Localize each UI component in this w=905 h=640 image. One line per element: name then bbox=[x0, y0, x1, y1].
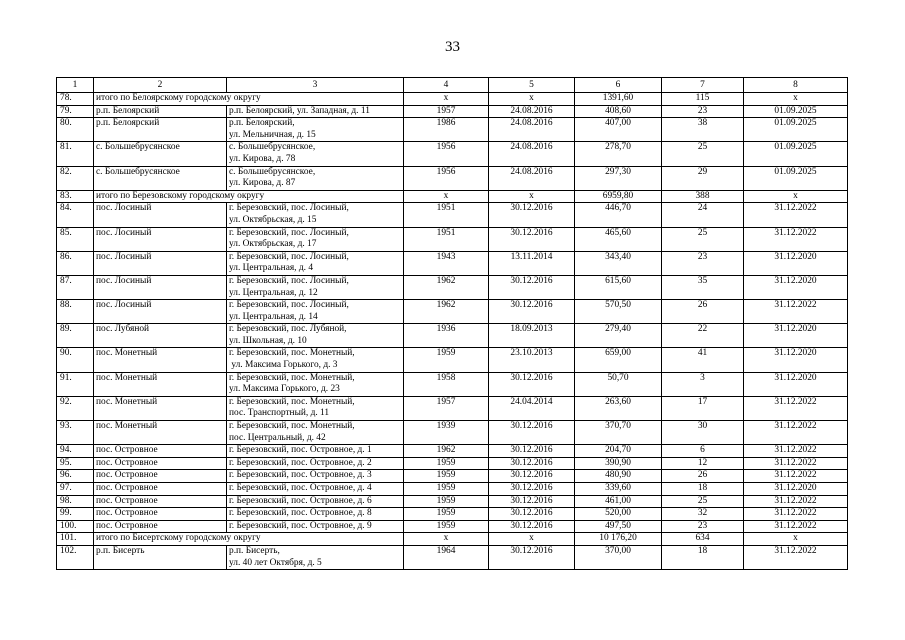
date-cell: 13.11.2014 bbox=[489, 251, 575, 275]
settlement-cell: р.п. Бисерть bbox=[94, 545, 227, 569]
year-built-cell: 1956 bbox=[404, 166, 489, 190]
row-number: 99. bbox=[57, 508, 94, 521]
deadline-cell: х bbox=[744, 533, 848, 546]
address-cell bbox=[227, 142, 404, 166]
address-cell bbox=[227, 470, 404, 483]
residents-cell: 17 bbox=[662, 396, 744, 420]
address-line-1: р.п. Белоярский, bbox=[229, 118, 295, 129]
year-built-cell: 1962 bbox=[404, 445, 489, 458]
address-line-1: г. Березовский, пос. Островное, д. 8 bbox=[229, 508, 372, 519]
residents-cell: 32 bbox=[662, 508, 744, 521]
address-cell bbox=[227, 203, 404, 227]
area-cell: 370,70 bbox=[575, 421, 662, 445]
residents-cell: 24 bbox=[662, 203, 744, 227]
year-built-cell: 1964 bbox=[404, 545, 489, 569]
date-cell: 30.12.2016 bbox=[489, 421, 575, 445]
table-row bbox=[57, 457, 848, 470]
address-cell bbox=[227, 348, 404, 372]
year-built-cell: х bbox=[404, 93, 489, 106]
deadline-cell: 31.12.2022 bbox=[744, 495, 848, 508]
deadline-cell: 31.12.2022 bbox=[744, 203, 848, 227]
date-cell: 30.12.2016 bbox=[489, 275, 575, 299]
area-cell: 339,60 bbox=[575, 483, 662, 496]
address-line-1: г. Березовский, пос. Лосиный, bbox=[229, 300, 349, 311]
column-header: 6 bbox=[575, 78, 662, 93]
address-line-1: г. Березовский, пос. Островное, д. 2 bbox=[229, 457, 372, 468]
area-cell: 279,40 bbox=[575, 324, 662, 348]
settlement-cell: с. Большебрусянское bbox=[94, 166, 227, 190]
deadline-cell: 31.12.2022 bbox=[744, 445, 848, 458]
area-cell: 390,90 bbox=[575, 457, 662, 470]
area-cell: 570,50 bbox=[575, 300, 662, 324]
date-cell: 24.08.2016 bbox=[489, 142, 575, 166]
housing-register-table bbox=[56, 77, 848, 570]
settlement-cell: пос. Островное bbox=[94, 495, 227, 508]
address-cell bbox=[227, 372, 404, 396]
row-number: 93. bbox=[57, 421, 94, 445]
address-cell bbox=[227, 251, 404, 275]
date-cell: 30.12.2016 bbox=[489, 520, 575, 533]
address-line-1: г. Березовский, пос. Островное, д. 6 bbox=[229, 495, 372, 506]
residents-cell: 23 bbox=[662, 251, 744, 275]
settlement-cell: пос. Островное bbox=[94, 508, 227, 521]
deadline-cell: 31.12.2022 bbox=[744, 470, 848, 483]
column-header: 3 bbox=[227, 78, 404, 93]
address-cell bbox=[227, 396, 404, 420]
row-number: 84. bbox=[57, 203, 94, 227]
date-cell: 30.12.2016 bbox=[489, 372, 575, 396]
area-cell: 465,60 bbox=[575, 227, 662, 251]
settlement-cell: пос. Монетный bbox=[94, 421, 227, 445]
column-header: 2 bbox=[94, 78, 227, 93]
date-cell: 30.12.2016 bbox=[489, 470, 575, 483]
settlement-cell: пос. Лосиный bbox=[94, 203, 227, 227]
residents-cell: 25 bbox=[662, 142, 744, 166]
date-cell: 24.04.2014 bbox=[489, 396, 575, 420]
subtotal-label: итого по Бисертскому городскому округу bbox=[94, 533, 404, 546]
table-row bbox=[57, 545, 848, 569]
address-line-1: с. Большебрусянское, bbox=[229, 166, 316, 177]
year-built-cell: 1962 bbox=[404, 300, 489, 324]
address-cell bbox=[227, 324, 404, 348]
address-cell bbox=[227, 445, 404, 458]
residents-cell: 41 bbox=[662, 348, 744, 372]
year-built-cell: 1936 bbox=[404, 324, 489, 348]
residents-cell: 18 bbox=[662, 483, 744, 496]
deadline-cell: х bbox=[744, 93, 848, 106]
address-cell bbox=[227, 227, 404, 251]
area-cell: 446,70 bbox=[575, 203, 662, 227]
row-number: 89. bbox=[57, 324, 94, 348]
deadline-cell: 31.12.2020 bbox=[744, 251, 848, 275]
column-header: 1 bbox=[57, 78, 94, 93]
table-row bbox=[57, 508, 848, 521]
area-cell: 278,70 bbox=[575, 142, 662, 166]
deadline-cell: 31.12.2020 bbox=[744, 275, 848, 299]
address-line-2: пос. Центральный, д. 42 bbox=[229, 432, 326, 443]
year-built-cell: 1958 bbox=[404, 372, 489, 396]
settlement-cell: пос. Лосиный bbox=[94, 251, 227, 275]
address-line-1: г. Березовский, пос. Монетный, bbox=[229, 348, 355, 359]
year-built-cell: 1943 bbox=[404, 251, 489, 275]
date-cell: 30.12.2016 bbox=[489, 203, 575, 227]
address-line-2: ул. Максима Горького, д. 23 bbox=[229, 384, 340, 395]
deadline-cell: 31.12.2020 bbox=[744, 483, 848, 496]
deadline-cell: 01.09.2025 bbox=[744, 166, 848, 190]
residents-cell: 388 bbox=[662, 190, 744, 203]
settlement-cell: пос. Монетный bbox=[94, 396, 227, 420]
date-cell: 30.12.2016 bbox=[489, 300, 575, 324]
area-cell: 520,00 bbox=[575, 508, 662, 521]
settlement-cell: с. Большебрусянское bbox=[94, 142, 227, 166]
settlement-cell: пос. Монетный bbox=[94, 372, 227, 396]
residents-cell: 30 bbox=[662, 421, 744, 445]
date-cell: 30.12.2016 bbox=[489, 545, 575, 569]
residents-cell: 3 bbox=[662, 372, 744, 396]
address-line-1: г. Березовский, пос. Монетный, bbox=[229, 396, 355, 407]
date-cell: 30.12.2016 bbox=[489, 483, 575, 496]
table-row bbox=[57, 348, 848, 372]
address-line-1: с. Большебрусянское, bbox=[229, 142, 316, 153]
settlement-cell: пос. Лосиный bbox=[94, 300, 227, 324]
deadline-cell: 01.09.2025 bbox=[744, 142, 848, 166]
row-number: 94. bbox=[57, 445, 94, 458]
area-cell: 343,40 bbox=[575, 251, 662, 275]
row-number: 83. bbox=[57, 190, 94, 203]
table-row bbox=[57, 324, 848, 348]
residents-cell: 25 bbox=[662, 227, 744, 251]
date-cell: х bbox=[489, 93, 575, 106]
address-line-2: ул. Октябрьская, д. 17 bbox=[229, 239, 317, 250]
address-line-2: ул. Школьная, д. 10 bbox=[229, 335, 307, 346]
year-built-cell: 1951 bbox=[404, 227, 489, 251]
address-line-2: ул. Центральная, д. 12 bbox=[229, 287, 318, 298]
settlement-cell: пос. Островное bbox=[94, 457, 227, 470]
area-cell: 263,60 bbox=[575, 396, 662, 420]
residents-cell: 22 bbox=[662, 324, 744, 348]
row-number: 97. bbox=[57, 483, 94, 496]
row-number: 90. bbox=[57, 348, 94, 372]
year-built-cell: 1957 bbox=[404, 396, 489, 420]
settlement-cell: пос. Лосиный bbox=[94, 227, 227, 251]
date-cell: 30.12.2016 bbox=[489, 457, 575, 470]
settlement-cell: р.п. Белоярский bbox=[94, 105, 227, 118]
settlement-cell: пос. Островное bbox=[94, 483, 227, 496]
residents-cell: 23 bbox=[662, 105, 744, 118]
settlement-cell: р.п. Белоярский bbox=[94, 118, 227, 142]
address-line-1: р.п. Бисерть, bbox=[229, 545, 280, 556]
address-line-1: г. Березовский, пос. Островное, д. 1 bbox=[229, 445, 372, 456]
year-built-cell: 1962 bbox=[404, 275, 489, 299]
area-cell: 10 176,20 bbox=[575, 533, 662, 546]
year-built-cell: 1986 bbox=[404, 118, 489, 142]
deadline-cell: 31.12.2022 bbox=[744, 457, 848, 470]
address-line-2: ул. Мельничная, д. 15 bbox=[229, 129, 316, 140]
date-cell: 24.08.2016 bbox=[489, 105, 575, 118]
residents-cell: 6 bbox=[662, 445, 744, 458]
table-row bbox=[57, 483, 848, 496]
year-built-cell: 1959 bbox=[404, 520, 489, 533]
settlement-cell: пос. Монетный bbox=[94, 348, 227, 372]
address-cell bbox=[227, 483, 404, 496]
address-cell bbox=[227, 508, 404, 521]
table-row bbox=[57, 300, 848, 324]
address-line-1: г. Березовский, пос. Лосиный, bbox=[229, 251, 349, 262]
date-cell: 30.12.2016 bbox=[489, 227, 575, 251]
year-built-cell: 1957 bbox=[404, 105, 489, 118]
deadline-cell: 31.12.2022 bbox=[744, 396, 848, 420]
subtotal-row bbox=[57, 93, 848, 106]
address-line-1: р.п. Белоярский, ул. Западная, д. 11 bbox=[229, 105, 370, 116]
area-cell: 407,00 bbox=[575, 118, 662, 142]
address-line-1: г. Березовский, пос. Островное, д. 9 bbox=[229, 520, 372, 531]
subtotal-row bbox=[57, 533, 848, 546]
address-line-2: ул. Кирова, д. 78 bbox=[229, 153, 296, 164]
address-line-2: ул. Центральная, д. 4 bbox=[229, 263, 314, 274]
subtotal-label: итого по Березовскому городскому округу bbox=[94, 190, 404, 203]
table-row bbox=[57, 105, 848, 118]
table-row bbox=[57, 118, 848, 142]
settlement-cell: пос. Островное bbox=[94, 470, 227, 483]
deadline-cell: 01.09.2025 bbox=[744, 118, 848, 142]
deadline-cell: 31.12.2022 bbox=[744, 300, 848, 324]
year-built-cell: 1951 bbox=[404, 203, 489, 227]
deadline-cell: х bbox=[744, 190, 848, 203]
residents-cell: 18 bbox=[662, 545, 744, 569]
date-cell: 18.09.2013 bbox=[489, 324, 575, 348]
table-row bbox=[57, 275, 848, 299]
table-row bbox=[57, 520, 848, 533]
column-header: 5 bbox=[489, 78, 575, 93]
row-number: 98. bbox=[57, 495, 94, 508]
area-cell: 204,70 bbox=[575, 445, 662, 458]
table-row bbox=[57, 227, 848, 251]
area-cell: 50,70 bbox=[575, 372, 662, 396]
row-number: 101. bbox=[57, 533, 94, 546]
residents-cell: 29 bbox=[662, 166, 744, 190]
date-cell: х bbox=[489, 533, 575, 546]
address-line-1: г. Березовский, пос. Островное, д. 4 bbox=[229, 483, 372, 493]
column-header: 4 bbox=[404, 78, 489, 93]
table-row bbox=[57, 203, 848, 227]
deadline-cell: 31.12.2022 bbox=[744, 508, 848, 521]
address-cell bbox=[227, 300, 404, 324]
year-built-cell: 1959 bbox=[404, 495, 489, 508]
area-cell: 1391,60 bbox=[575, 93, 662, 106]
residents-cell: 115 bbox=[662, 93, 744, 106]
address-cell bbox=[227, 545, 404, 569]
address-cell bbox=[227, 166, 404, 190]
row-number: 87. bbox=[57, 275, 94, 299]
year-built-cell: 1939 bbox=[404, 421, 489, 445]
subtotal-row bbox=[57, 190, 848, 203]
address-cell bbox=[227, 275, 404, 299]
row-number: 81. bbox=[57, 142, 94, 166]
address-cell bbox=[227, 421, 404, 445]
row-number: 80. bbox=[57, 118, 94, 142]
row-number: 79. bbox=[57, 105, 94, 118]
row-number: 88. bbox=[57, 300, 94, 324]
table-body bbox=[57, 93, 848, 570]
address-line-1: г. Березовский, пос. Лосиный, bbox=[229, 275, 349, 286]
address-line-1: г. Березовский, пос. Монетный, bbox=[229, 372, 355, 383]
column-header: 7 bbox=[662, 78, 744, 93]
date-cell: 23.10.2013 bbox=[489, 348, 575, 372]
deadline-cell: 01.09.2025 bbox=[744, 105, 848, 118]
address-cell bbox=[227, 520, 404, 533]
address-line-1: г. Березовский, пос. Лосиный, bbox=[229, 227, 349, 238]
residents-cell: 26 bbox=[662, 470, 744, 483]
area-cell: 461,00 bbox=[575, 495, 662, 508]
address-line-1: г. Березовский, пос. Монетный, bbox=[229, 421, 355, 432]
year-built-cell: 1956 bbox=[404, 142, 489, 166]
year-built-cell: 1959 bbox=[404, 483, 489, 496]
address-line-2: ул. Максима Горького, д. 3 bbox=[229, 360, 338, 371]
area-cell: 6959,80 bbox=[575, 190, 662, 203]
address-line-2: ул. Кирова, д. 87 bbox=[229, 178, 296, 189]
residents-cell: 26 bbox=[662, 300, 744, 324]
area-cell: 659,00 bbox=[575, 348, 662, 372]
table-row bbox=[57, 251, 848, 275]
area-cell: 615,60 bbox=[575, 275, 662, 299]
address-line-2: пос. Транспортный, д. 11 bbox=[229, 408, 330, 419]
area-cell: 370,00 bbox=[575, 545, 662, 569]
area-cell: 497,50 bbox=[575, 520, 662, 533]
address-cell bbox=[227, 118, 404, 142]
year-built-cell: х bbox=[404, 190, 489, 203]
year-built-cell: х bbox=[404, 533, 489, 546]
table-row bbox=[57, 166, 848, 190]
date-cell: 30.12.2016 bbox=[489, 445, 575, 458]
table-row bbox=[57, 470, 848, 483]
table-row bbox=[57, 421, 848, 445]
row-number: 92. bbox=[57, 396, 94, 420]
address-line-2: ул. Октябрьская, д. 15 bbox=[229, 214, 317, 225]
column-header: 8 bbox=[744, 78, 848, 93]
deadline-cell: 31.12.2020 bbox=[744, 372, 848, 396]
deadline-cell: 31.12.2022 bbox=[744, 545, 848, 569]
residents-cell: 35 bbox=[662, 275, 744, 299]
year-built-cell: 1959 bbox=[404, 457, 489, 470]
table-row bbox=[57, 445, 848, 458]
date-cell: 24.08.2016 bbox=[489, 166, 575, 190]
date-cell: х bbox=[489, 190, 575, 203]
date-cell: 30.12.2016 bbox=[489, 508, 575, 521]
settlement-cell: пос. Островное bbox=[94, 445, 227, 458]
deadline-cell: 31.12.2022 bbox=[744, 520, 848, 533]
row-number: 102. bbox=[57, 545, 94, 569]
date-cell: 24.08.2016 bbox=[489, 118, 575, 142]
row-number: 100. bbox=[57, 520, 94, 533]
address-line-2: ул. Центральная, д. 14 bbox=[229, 311, 318, 322]
page-number: 33 bbox=[445, 39, 460, 55]
row-number: 82. bbox=[57, 166, 94, 190]
year-built-cell: 1959 bbox=[404, 470, 489, 483]
settlement-cell: пос. Лосиный bbox=[94, 275, 227, 299]
residents-cell: 38 bbox=[662, 118, 744, 142]
address-cell bbox=[227, 495, 404, 508]
table-row bbox=[57, 495, 848, 508]
subtotal-label: итого по Белоярскому городскому округу bbox=[94, 93, 404, 106]
address-line-1: г. Березовский, пос. Островное, д. 3 bbox=[229, 470, 372, 481]
deadline-cell: 31.12.2022 bbox=[744, 227, 848, 251]
table-row bbox=[57, 396, 848, 420]
address-cell bbox=[227, 105, 404, 118]
area-cell: 480,90 bbox=[575, 470, 662, 483]
year-built-cell: 1959 bbox=[404, 348, 489, 372]
address-line-1: г. Березовский, пос. Лубяной, bbox=[229, 324, 347, 335]
residents-cell: 12 bbox=[662, 457, 744, 470]
header-row bbox=[57, 78, 848, 93]
row-number: 78. bbox=[57, 93, 94, 106]
date-cell: 30.12.2016 bbox=[489, 495, 575, 508]
settlement-cell: пос. Островное bbox=[94, 520, 227, 533]
residents-cell: 23 bbox=[662, 520, 744, 533]
address-cell bbox=[227, 457, 404, 470]
address-line-2: ул. 40 лет Октября, д. 5 bbox=[229, 557, 322, 568]
table-row bbox=[57, 372, 848, 396]
row-number: 96. bbox=[57, 470, 94, 483]
residents-cell: 25 bbox=[662, 495, 744, 508]
row-number: 91. bbox=[57, 372, 94, 396]
table-row bbox=[57, 142, 848, 166]
row-number: 95. bbox=[57, 457, 94, 470]
year-built-cell: 1959 bbox=[404, 508, 489, 521]
area-cell: 297,30 bbox=[575, 166, 662, 190]
deadline-cell: 31.12.2020 bbox=[744, 324, 848, 348]
deadline-cell: 31.12.2020 bbox=[744, 348, 848, 372]
area-cell: 408,60 bbox=[575, 105, 662, 118]
row-number: 86. bbox=[57, 251, 94, 275]
deadline-cell: 31.12.2022 bbox=[744, 421, 848, 445]
row-number: 85. bbox=[57, 227, 94, 251]
settlement-cell: пос. Лубяной bbox=[94, 324, 227, 348]
residents-cell: 634 bbox=[662, 533, 744, 546]
address-line-1: г. Березовский, пос. Лосиный, bbox=[229, 203, 349, 214]
